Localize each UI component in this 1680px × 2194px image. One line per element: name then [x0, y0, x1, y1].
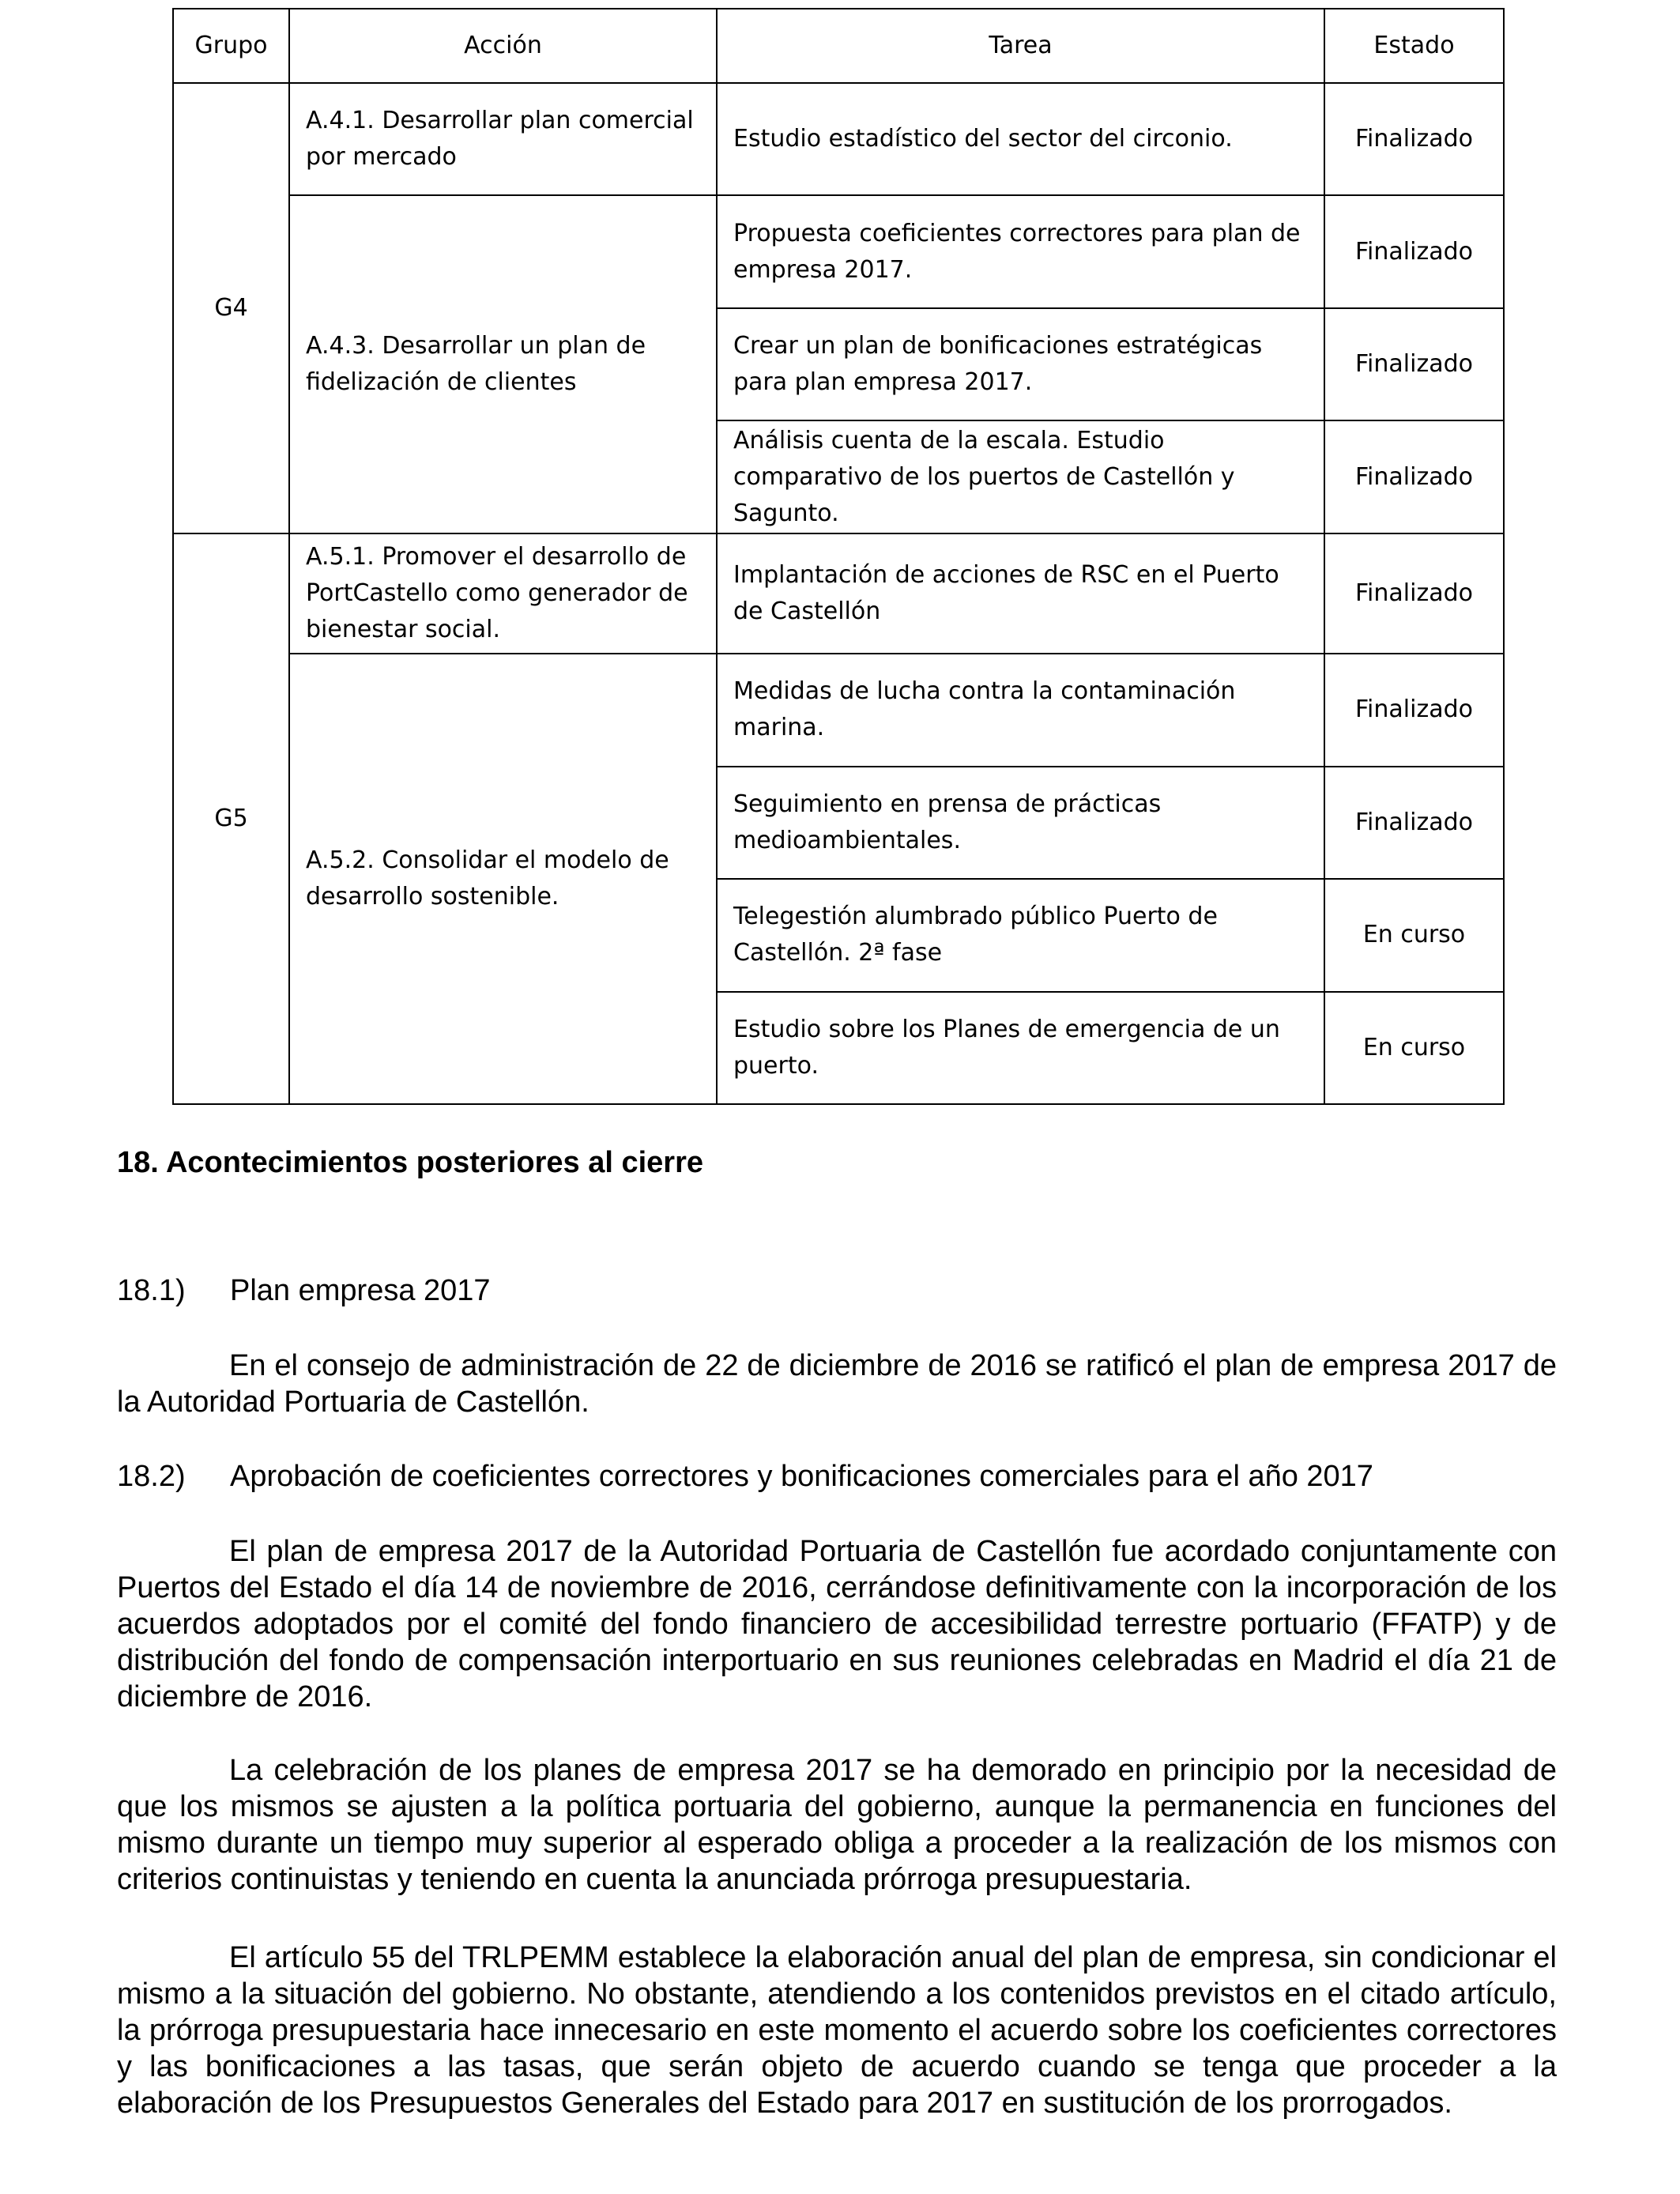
subsection-number: 18.1) — [117, 1274, 186, 1307]
header-estado: Estado — [1324, 9, 1504, 83]
status-cell: Finalizado — [1324, 308, 1504, 420]
task-cell: Propuesta coeficientes correctores para plan de empresa 2017. — [717, 195, 1324, 307]
task-cell: Estudio estadístico del sector del circonio. — [717, 83, 1324, 195]
table-row — [173, 83, 1504, 195]
status-cell: Finalizado — [1324, 420, 1504, 533]
action-cell: A.4.1. Desarrollar plan comercial por mercado — [289, 83, 717, 195]
status-cell: Finalizado — [1324, 195, 1504, 307]
section-title: 18. Acontecimientos posteriores al cierre — [117, 1146, 704, 1179]
table-row — [173, 533, 1504, 654]
paragraph-3: La celebración de los planes de empresa 2017 se ha demorado en principio por la necesidad de que los mismos se ajusten a la política portuaria del gobierno, aunque la permanencia en funciones del mismo durante un tiempo muy superior al esperado obliga a proceder a la realización de los mismos con criterios continuistas y teniendo en cuenta la anunciada prórroga presupuestaria. — [117, 1754, 1557, 1896]
status-cell: Finalizado — [1324, 533, 1504, 654]
task-cell: Análisis cuenta de la escala. Estudio comparativo de los puertos de Castellón y Sagunto. — [717, 420, 1324, 533]
table-row — [173, 195, 1504, 307]
paragraph-4: El artículo 55 del TRLPEMM establece la elaboración anual del plan de empresa, sin condicionar el mismo a la situación del gobierno. No obstante, atendiendo a los contenidos previstos en el citado artículo, la prórroga presupuestaria hace innecesario en este momento el acuerdo sobre los coeficientes correctores y las bonificaciones a las tasas, que serán objeto de acuerdo cuando se tenga que proceder a la elaboración de los Presupuestos Generales del Estado para 2017 en sustitución de los prorrogados. — [117, 1941, 1557, 2120]
group-cell-g5: G5 — [173, 533, 289, 1104]
task-cell: Seguimiento en prensa de prácticas medioambientales. — [717, 767, 1324, 879]
group-cell-g4: G4 — [173, 83, 289, 533]
status-cell: En curso — [1324, 992, 1504, 1104]
action-cell: A.5.1. Promover el desarrollo de PortCastello como generador de bienestar social. — [289, 533, 717, 654]
subsection-number: 18.2) — [117, 1460, 186, 1493]
subsection-title: Plan empresa 2017 — [230, 1274, 491, 1307]
status-cell: Finalizado — [1324, 654, 1504, 766]
paragraph-2: El plan de empresa 2017 de la Autoridad Portuaria de Castellón fue acordado conjuntamente con Puertos del Estado el día 14 de noviembre de 2016, cerrándose definitivamente con la incorporación de los acuerdos adoptados por el comité del fondo financiero de accesibilidad terrestre portuario (FFATP) y de distribución del fondo de compensación interportuario en sus reuniones celebradas en Madrid el día 21 de diciembre de 2016. — [117, 1535, 1557, 1713]
header-tarea: Tarea — [717, 9, 1324, 83]
task-cell: Telegestión alumbrado público Puerto de Castellón. 2ª fase — [717, 879, 1324, 991]
action-cell: A.4.3. Desarrollar un plan de fidelización de clientes — [289, 195, 717, 533]
subsection-18-2 — [117, 1458, 1557, 1495]
header-accion: Acción — [289, 9, 717, 83]
paragraph-1: En el consejo de administración de 22 de diciembre de 2016 se ratificó el plan de empresa 2017 de la Autoridad Portuaria de Castellón. — [117, 1349, 1557, 1419]
status-cell: En curso — [1324, 879, 1504, 991]
status-cell: Finalizado — [1324, 83, 1504, 195]
subsection-title: Aprobación de coeficientes correctores y bonificaciones comerciales para el año 2017 — [230, 1460, 1373, 1493]
status-cell: Finalizado — [1324, 767, 1504, 879]
action-cell: A.5.2. Consolidar el modelo de desarrollo sostenible. — [289, 654, 717, 1104]
header-grupo: Grupo — [173, 9, 289, 83]
subsection-18-1 — [117, 1272, 1557, 1309]
task-cell: Medidas de lucha contra la contaminación marina. — [717, 654, 1324, 766]
table-row — [173, 654, 1504, 766]
table-header-row — [173, 9, 1504, 83]
tasks-table — [172, 8, 1505, 1105]
task-cell: Estudio sobre los Planes de emergencia de un puerto. — [717, 992, 1324, 1104]
task-cell: Implantación de acciones de RSC en el Puerto de Castellón — [717, 533, 1324, 654]
task-cell: Crear un plan de bonificaciones estratégicas para plan empresa 2017. — [717, 308, 1324, 420]
